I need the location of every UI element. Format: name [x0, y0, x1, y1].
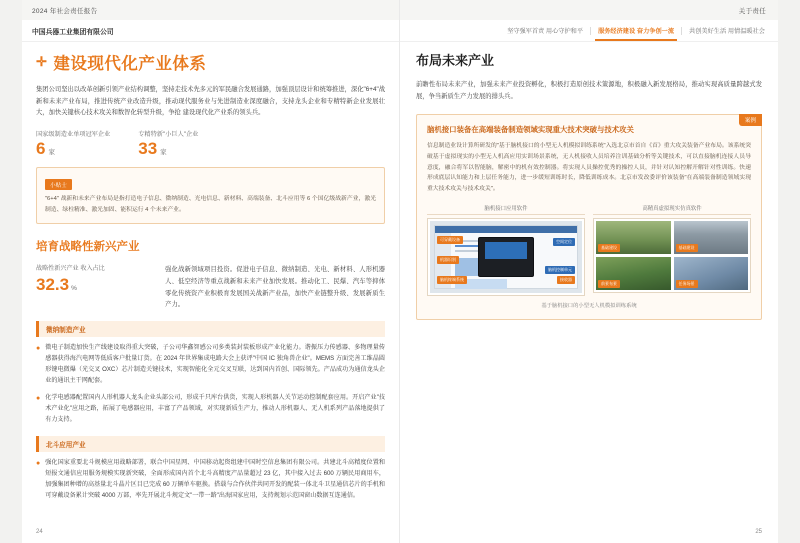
- stats-row: [36, 129, 385, 157]
- vr-thumb: [674, 257, 749, 290]
- section-heading-emerging: 培育战略性新兴产业: [36, 241, 140, 254]
- emerging-row: [36, 264, 385, 311]
- figure-frame: [593, 218, 751, 293]
- emerging-paragraph: 强化战新领域项目投资。促进电子信息、微纳制造、光电、新材料、人形机器人、低空经济等重点战新和未来产业加快发展。推动化工、民爆、汽车等抑体零化传统资产业积极育发展国关战新产业品，加快产业链整升级、发展新质生产力。: [165, 266, 385, 309]
- bullet-text: 微电子制造加快生产线建设取得重大突破，子公司华鑫智感公司多类装封装板形成产业化能力。谐振压力传感器、多物理量传感器获得海汽电网等低质客户批量订货。在 2024 年世界集成电路大会上获评"中国 IC 独角兽企业"。MEMS 方面完善工维晶圆形键电微爆（光交叉 OXC）芯片制造关键技术，实现智能化全元交叉互联，达到国内首创、国际领先。产品成功为通信龙头企业的通讯主干网配套。: [45, 343, 385, 384]
- figure-vr: [593, 204, 751, 296]
- header-bar-right: [400, 0, 778, 20]
- stat-value: [138, 140, 198, 157]
- emerging-stat-label: 战略性新兴产业 收入占比: [36, 265, 105, 273]
- stat-number: 6: [36, 138, 46, 158]
- right-content: [416, 50, 762, 519]
- bullet-dot-icon: ●: [36, 344, 41, 352]
- stat-unit: 家: [48, 148, 55, 156]
- figure-frame: [427, 218, 585, 296]
- case-title: 脑机接口装备在高端装备制造领域实现重大技术突破与技术攻关: [427, 125, 634, 135]
- subsection-heading-beidou: 北斗应用产业: [36, 436, 385, 452]
- intro-paragraph: 集团公司坚出以改革创新引领产业结构调整，坚持走技术先多元的军民融合发展通路，加强顶层设计和统筹推进，深化"6+4"战新和未来产业布局，推进传统产业改造升级，推动现代服务业与先进制造业深度融合，支持龙头企业和专精特新企业发展壮大，加快关键核心技术攻关和数智化转型升级，争抢 建设现代化产业系的领头兵。: [36, 86, 385, 117]
- page-title-right: 布局未来产业: [416, 53, 495, 68]
- vr-thumb: [596, 221, 671, 254]
- page-spread: [22, 0, 778, 543]
- figure-label: 基础建设: [598, 244, 620, 252]
- stat-number: 33: [138, 138, 158, 158]
- case-figures: [427, 204, 751, 296]
- stat-value: [36, 140, 110, 157]
- nav-items: [500, 23, 778, 38]
- nav-item-society[interactable]: 共创美好生活 用情温暖社会: [689, 28, 765, 35]
- mock-titlebar: [435, 226, 577, 233]
- stat-unit: 家: [160, 148, 167, 156]
- case-text: 信息制造业设计算所研发的"基于脑机接口的小型无人机模拟训练系统"入选北京市首自《首》重大攻关装备产业布局。该系统突破基于虚拟现实的小型无人机高应用实训场景系统，无人机接收人员培养注训基础分析等关键技术，可以直接脑机连接人员导意度，融合将军以智能脑，解密中的机有效控制器。将实现人员操控优秀的操控人员，并针对认知控解开解针对性训练。快速形成底层认知能力和上层任务能力，进一步缓短训练时长，降低训练成本。北京市发改委评价该装备"在高端装备制造领域实现重大技术攻关与技术攻关"。: [427, 143, 751, 193]
- bullet-dot-icon: ●: [36, 394, 41, 402]
- emerging-stat-unit: %: [71, 285, 77, 293]
- figure-label: 机器识别: [437, 256, 459, 264]
- stat-item: [36, 129, 110, 157]
- screenshot-bci-software: [430, 221, 582, 293]
- report-title: 2024 年社会责任报告: [32, 7, 98, 15]
- mock-window: [434, 225, 578, 289]
- right-page-margin: [778, 0, 800, 543]
- page-number-right: 25: [755, 529, 762, 535]
- stat-label: 国家级制造业单项冠军企业: [36, 130, 111, 138]
- page-left: [22, 0, 400, 543]
- bullet-text: 化学电感器配置国内人形机器人龙头企业头部公司，形成千只库台供货，实现人形机器人关节运动控制配套应用。开启产业"技术产业化"应用之路，拓展了电感器应用，丰富了产品领域，对实现新质生产力，推动人形机器人、无人机系列产品落地提供了有力支持。: [45, 393, 385, 423]
- figure-label: 可穿戴设备: [437, 236, 463, 244]
- figure-label: 前景布景: [598, 280, 620, 288]
- figure-label: 脑机控制单元: [545, 266, 575, 274]
- nav-item-economy[interactable]: 服务经济建设 奋力争创一流: [591, 23, 681, 38]
- figure-note: 基于脑机接口的小型无人机模拟训练系统: [541, 302, 637, 309]
- figure-label: 脑机终端系统: [437, 276, 467, 284]
- left-page-margin: [0, 0, 22, 543]
- emerging-stat: [36, 264, 151, 311]
- nav-bar-right: [400, 20, 778, 42]
- page-right: [400, 0, 778, 543]
- page-number-left: 24: [36, 529, 43, 535]
- figure-label: 基础建设: [676, 244, 698, 252]
- section-label: 关于责任: [738, 7, 766, 15]
- left-content: [36, 50, 385, 519]
- figure-label: 接收器: [557, 276, 575, 284]
- nav-bar-left: [22, 20, 399, 42]
- emerging-stat-value: [36, 276, 151, 293]
- page-title-left-text: 建设现代化产业体系: [53, 55, 207, 73]
- figure-software: [427, 204, 585, 296]
- tip-text: "6+4" 战新和未来产业布局是指打造电子信息、微纳制造、光电信息、新材料、高端装备、北斗应用等 6 个国亿级战新产业，激光制造、绿柱精准、激光加固、能积运行 4 个未来产业。: [45, 196, 376, 213]
- bullet-dot-icon: ●: [36, 459, 41, 467]
- company-name: 中国兵器工业集团有限公司: [32, 28, 114, 36]
- stat-label: 专精特新"小巨人"企业: [138, 130, 199, 138]
- emerging-stat-number: 32.3: [36, 275, 70, 295]
- bullet-item: [36, 343, 385, 387]
- vr-image-grid: [596, 221, 748, 290]
- stat-item: [138, 129, 198, 157]
- mock-device: [478, 237, 535, 277]
- vr-thumb: [596, 257, 671, 290]
- figure-caption: 脑机接口应用软件: [427, 204, 585, 215]
- figure-label: 任务场景: [676, 280, 698, 288]
- case-study-box: [416, 114, 762, 320]
- tip-box: [36, 167, 385, 224]
- page-title-left: [36, 50, 385, 74]
- bullet-item: [36, 458, 385, 502]
- case-badge: 案例: [739, 114, 762, 126]
- tip-badge: 小贴士: [45, 179, 72, 190]
- plus-icon: ✛: [36, 54, 48, 69]
- vr-thumb: [674, 221, 749, 254]
- subsection-heading-micro: 微纳制造产业: [36, 321, 385, 337]
- right-intro-paragraph: 前瞻性布局未来产业，加强未来产业投资孵化，积极打造原创技术策源地，积极融入新发展格局，推动实现高质量跨越式发展，争当新质生产力发展的排头兵。: [416, 81, 762, 100]
- figure-label: 空间定位: [553, 238, 575, 246]
- figure-caption: 高精真虚拟现实仿真软件: [593, 204, 751, 215]
- bullet-item: [36, 393, 385, 426]
- emerging-paragraph-wrap: [165, 264, 385, 311]
- bullet-text: 强化国家重要北斗规模应用战略部署，联合中国星网、中国移动起资组建中国时空信息集团有限公司。共建北斗高精度位置和短报文通信应用服务规模实现新突破，全面形成国内首个北斗高精度产品量超过 23 亿，其中接入过去 600 万辆民用商用车，加强集团种增的高基量北斗晶片区目已完成 60 万辆单车驱换。搭载与合作伙伴共同开发的配装一体北斗卫星通信芯片的手机和可穿戴设备累计突破 4000 万部，率先开展北斗规定文"一带一路"出海国家应用，支持规划示范国窗山数据互连通信。: [45, 458, 385, 499]
- header-bar-left: [22, 0, 399, 20]
- nav-item-defense[interactable]: 坚守强军首责 用心守护和平: [507, 28, 584, 35]
